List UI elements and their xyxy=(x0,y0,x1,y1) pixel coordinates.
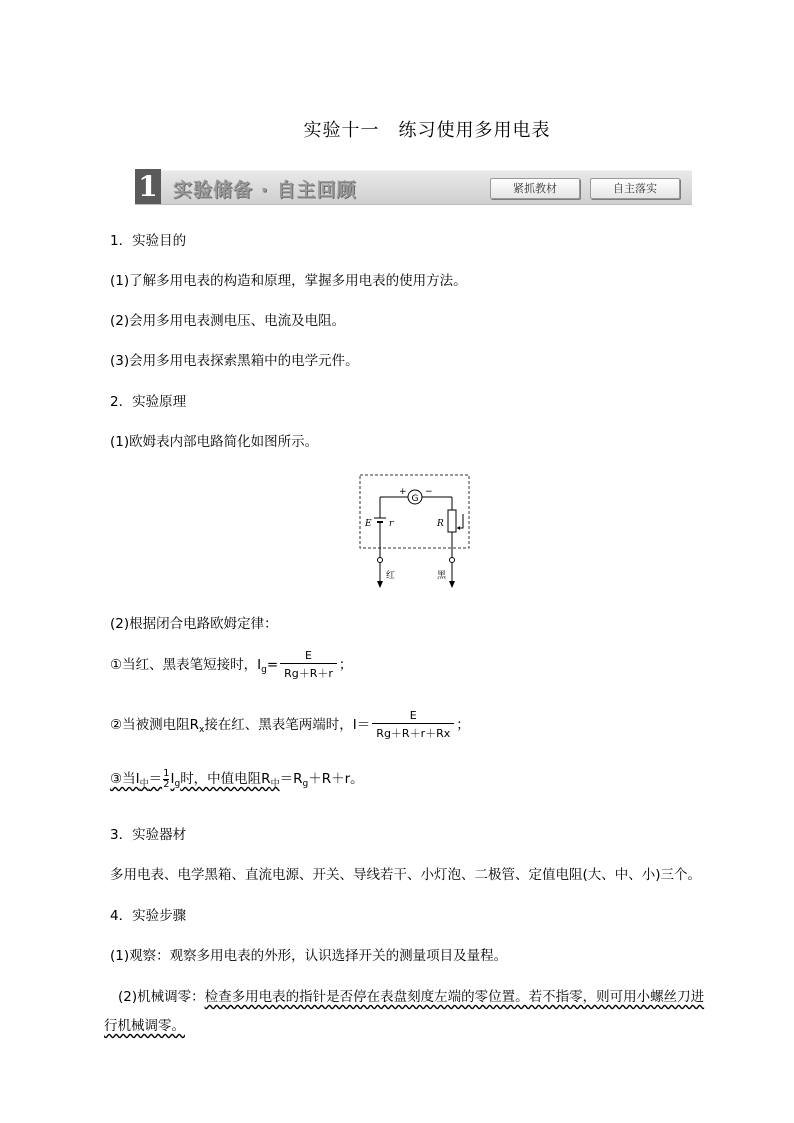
formula-2-mid: 接在红、黑表笔两端时，I＝ xyxy=(204,717,371,733)
formula-1-eq: = xyxy=(266,657,279,673)
section-banner xyxy=(135,170,692,205)
red-terminal-icon xyxy=(378,558,383,563)
formula-1-numerator: E xyxy=(305,649,312,662)
formula-3-mid: I xyxy=(170,771,175,787)
black-probe-arrow-icon xyxy=(449,581,455,588)
section-1-item-3: (3)会用多用电表探索黑箱中的电学元件。 xyxy=(110,353,359,369)
black-label: 黑 xyxy=(437,571,447,581)
section-4-item-2-label: (2)机械调零： xyxy=(118,989,205,1005)
section-4-item-2-cont xyxy=(104,1014,185,1034)
galvanometer-label: G xyxy=(411,494,419,504)
formula-1-denominator: Rg＋R＋r xyxy=(280,663,337,681)
rheostat-icon xyxy=(448,510,456,532)
section-1-item-1: (1)了解多用电表的构造和原理，掌握多用电表的使用方法。 xyxy=(110,273,467,289)
formula-3-fraction xyxy=(163,769,169,790)
section-1-item-2: (2)会用多用电表测电压、电流及电阻。 xyxy=(110,313,346,329)
formula-3-underlined xyxy=(110,767,280,790)
formula-3-sub3: 中 xyxy=(270,779,280,789)
section-2-item-2: (2)根据闭合电路欧姆定律： xyxy=(110,616,278,632)
formula-2-prefix: ②当被测电阻R xyxy=(110,717,199,733)
formula-1-end: ； xyxy=(338,657,353,673)
formula-3-prefix: ③当I xyxy=(110,771,140,787)
formula-3-sub2: g xyxy=(174,779,181,789)
formula-2-numerator: E xyxy=(409,709,417,722)
red-probe-arrow-icon xyxy=(377,581,383,588)
red-label: 红 xyxy=(386,571,396,581)
formula-1-prefix: ①当红、黑表笔短接时，I xyxy=(110,657,262,673)
plus-label: + xyxy=(399,487,407,497)
section-4-item-1: (1)观察：观察多用电表的外形，认识选择开关的测量项目及量程。 xyxy=(110,948,508,964)
section-2-heading: 2．实验原理 xyxy=(110,394,187,410)
self-study-button[interactable]: 自主落实 xyxy=(590,178,680,199)
formula-3-sub4: g xyxy=(302,779,309,789)
ohmmeter-circuit-diagram xyxy=(355,470,475,590)
formula-3 xyxy=(110,767,364,790)
formula-1-sub: g xyxy=(261,665,267,675)
formula-2 xyxy=(110,709,470,741)
formula-2-end: ； xyxy=(456,717,470,733)
formula-3-sub1: 中 xyxy=(139,779,149,789)
section-3-heading: 3．实验器材 xyxy=(110,827,187,843)
formula-2-denominator: Rg＋R＋r＋Rx xyxy=(372,723,454,741)
page-title: 实验十一 练习使用多用电表 xyxy=(303,120,551,141)
formula-3-tail: ＋R＋r。 xyxy=(308,771,364,787)
emf-label: E xyxy=(365,519,372,529)
section-2-item-1: (1)欧姆表内部电路简化如图所示。 xyxy=(110,434,319,450)
textbook-button[interactable]: 紧抓教材 xyxy=(490,178,580,199)
internal-resistance-label: r xyxy=(389,519,394,529)
formula-2-fraction xyxy=(372,709,454,741)
banner-title: 实验储备 · 自主回顾 xyxy=(173,179,357,201)
section-4-item-2 xyxy=(118,985,704,1005)
formula-3-denominator: 2 xyxy=(163,778,170,790)
formula-1 xyxy=(110,649,352,681)
section-1-heading: 1．实验目的 xyxy=(110,233,187,249)
section-3-text: 多用电表、电学黑箱、直流电源、开关、导线若干、小灯泡、二极管、定值电阻(大、中、小)三个。 xyxy=(110,867,702,883)
formula-2-sub: x xyxy=(198,725,205,735)
rheostat-label: R xyxy=(437,519,444,529)
banner-number: 1 xyxy=(135,169,161,204)
minus-label: − xyxy=(425,487,433,497)
black-terminal-icon xyxy=(450,558,455,563)
section-4-item-2-text: 检查多用电表的指针是否停在表盘刻度左端的零位置。若不指零，则可用小螺丝刀进 xyxy=(204,989,705,1005)
section-4-heading: 4．实验步骤 xyxy=(110,908,187,924)
formula-3-end: ＝R xyxy=(279,771,303,787)
formula-1-fraction xyxy=(280,649,337,681)
formula-3-numerator: 1 xyxy=(163,767,170,779)
formula-3-mid2: 时，中值电阻R xyxy=(180,771,271,787)
section-4-item-2-text-cont: 行机械调零。 xyxy=(104,1018,185,1034)
formula-3-eq: ＝ xyxy=(148,771,163,787)
